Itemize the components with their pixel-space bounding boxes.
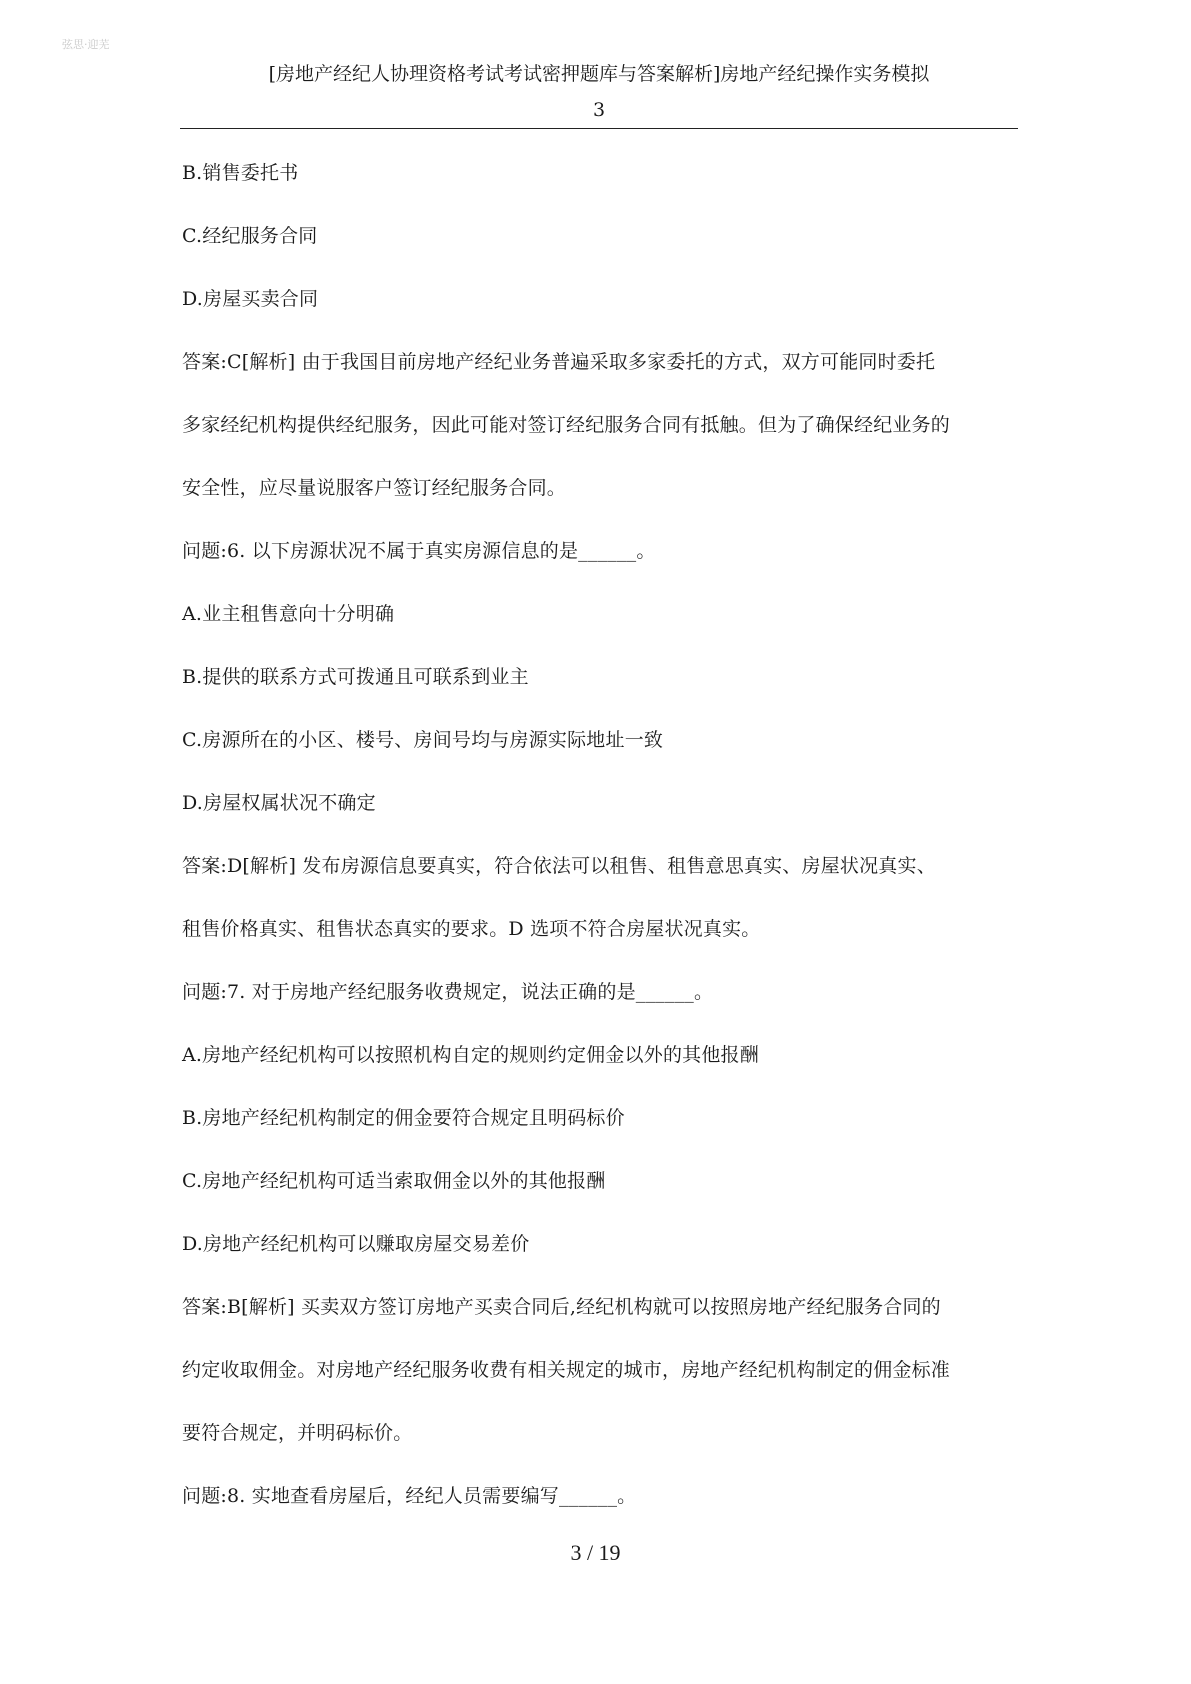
question-7-option-d: D.房地产经纪机构可以赚取房屋交易差价 (182, 1233, 530, 1255)
option-c-brokerage-contract: C.经纪服务合同 (182, 225, 318, 247)
answer-5-line-1: 答案:C[解析] 由于我国目前房地产经纪业务普遍采取多家委托的方式，双方可能同时委托 (182, 351, 936, 373)
answer-7-line-2: 约定收取佣金。对房地产经纪服务收费有相关规定的城市，房地产经纪机构制定的佣金标准 (182, 1359, 951, 1381)
question-7-option-a: A.房地产经纪机构可以按照机构自定的规则约定佣金以外的其他报酬 (182, 1044, 759, 1066)
answer-6-line-2: 租售价格真实、租售状态真实的要求。D 选项不符合房屋状况真实。 (182, 918, 761, 940)
question-6-option-d: D.房屋权属状况不确定 (182, 792, 376, 814)
question-7-option-b: B.房地产经纪机构制定的佣金要符合规定且明码标价 (182, 1107, 625, 1129)
question-6: 问题:6. 以下房源状况不属于真实房源信息的是______。 (182, 540, 656, 562)
corner-watermark: 弦思·迎芜 (62, 38, 110, 51)
question-6-option-c: C.房源所在的小区、楼号、房间号均与房源实际地址一致 (182, 729, 664, 751)
answer-5-line-3: 安全性，应尽量说服客户签订经纪服务合同。 (182, 477, 567, 499)
answer-5-line-2: 多家经纪机构提供经纪服务，因此可能对签订经纪服务合同有抵触。但为了确保经纪业务的 (182, 414, 951, 436)
answer-7-line-3: 要符合规定，并明码标价。 (182, 1422, 413, 1444)
document-body (182, 142, 1022, 1528)
question-6-option-b: B.提供的联系方式可拨通且可联系到业主 (182, 666, 529, 688)
answer-7-line-1: 答案:B[解析] 买卖双方签订房地产买卖合同后,经纪机构就可以按照房地产经纪服务合同的 (182, 1296, 941, 1318)
question-8: 问题:8. 实地查看房屋后，经纪人员需要编写______。 (182, 1485, 637, 1507)
question-7-option-c: C.房地产经纪机构可适当索取佣金以外的其他报酬 (182, 1170, 606, 1192)
question-6-option-a: A.业主租售意向十分明确 (182, 603, 395, 625)
header-title: [房地产经纪人协理资格考试考试密押题库与答案解析]房地产经纪操作实务模拟 (268, 63, 930, 85)
option-b-sale-entrustment: B.销售委托书 (182, 162, 299, 184)
page-header (180, 56, 1018, 129)
option-d-sale-contract: D.房屋买卖合同 (182, 288, 319, 310)
answer-6-line-1: 答案:D[解析] 发布房源信息要真实，符合依法可以租售、租售意思真实、房屋状况真实、 (182, 855, 936, 877)
question-7: 问题:7. 对于房地产经纪服务收费规定，说法正确的是______。 (182, 981, 714, 1003)
page-indicator: 3 / 19 (570, 1540, 621, 1565)
header-page-number: 3 (592, 99, 606, 121)
